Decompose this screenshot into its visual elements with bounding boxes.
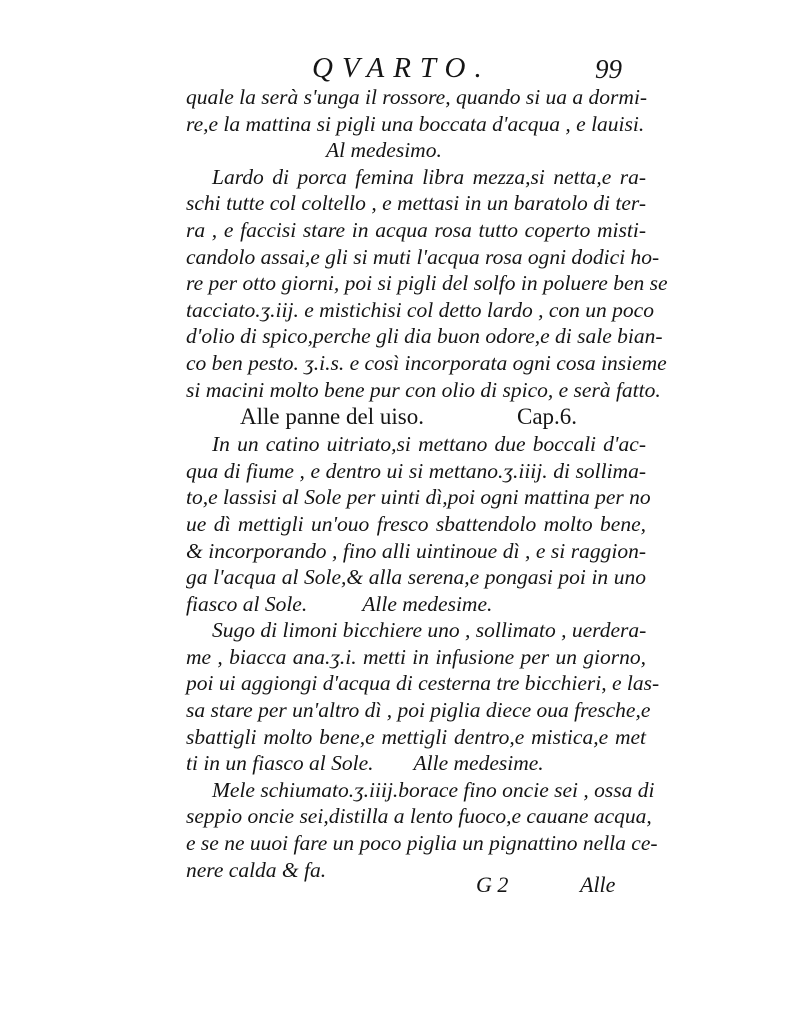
text-line: Sugo di limoni bicchiere uno , sollimato , uerdera- xyxy=(212,618,647,643)
recipe-heading: Alle medesime. xyxy=(413,751,544,776)
catchword: Alle xyxy=(580,872,616,897)
text-line: Mele schiumato.ʒ.iiij.borace fino oncie sei , ossa di xyxy=(212,777,655,802)
chapter-heading xyxy=(186,403,646,431)
text-line: candolo assai,e gli si muti l'acqua rosa ogni dodici ho- xyxy=(186,244,660,269)
page-number: 99 xyxy=(595,54,622,84)
text-line: e se ne uuoi fare un poco piglia un pignattino nella ce- xyxy=(186,831,658,856)
text-line: Lardo di porca femina libra mezza,si netta,e ra- xyxy=(212,164,646,189)
text-block xyxy=(186,84,668,883)
text-line: qua di fiume , e dentro ui si mettano.ʒ.iiij. di sollima- xyxy=(186,458,646,483)
text-line: schi tutte col coltello , e mettasi in un baratolo di ter- xyxy=(186,191,646,216)
recipe-heading: Alle medesime. xyxy=(362,591,493,616)
text-line: sa stare per un'altro dì , poi piglia diece oua fresche,e xyxy=(186,698,651,723)
text-line: co ben pesto. ʒ.i.s. e così incorporata ogni cosa insieme xyxy=(186,350,667,375)
text-line: & incorporando , fino alli uintinoue dì , e si raggion- xyxy=(186,538,646,563)
recipe-heading-text: Al medesimo. xyxy=(326,138,442,163)
text-line: poi ui aggiongi d'acqua di cesterna tre bicchieri, e las- xyxy=(186,671,660,696)
text-line: nere calda & fa. xyxy=(186,857,327,882)
text-line: ra , e faccisi stare in acqua rosa tutto coperto misti- xyxy=(186,217,646,242)
text-line: si macini molto bene pur con olio di spico, e serà fatto. xyxy=(186,377,661,402)
text-line: ga l'acqua al Sole,& alla serena,e pongasi poi in uno xyxy=(186,565,646,590)
chapter-label: Cap.6. xyxy=(517,404,578,430)
text-line-with-heading xyxy=(186,750,646,777)
signature-mark: G 2 xyxy=(476,872,509,897)
text-line: In un catino uitriato,si mettano due boccali d'ac- xyxy=(212,432,646,457)
text-line: quale la serà s'unga il rossore, quando si ua a dormi- xyxy=(186,85,648,109)
recipe-heading xyxy=(186,137,646,164)
text-line: tacciato.ʒ.iij. e mistichisi col detto lardo , con un poco xyxy=(186,297,654,322)
page-header xyxy=(0,52,800,86)
text-line: seppio oncie sei,distilla a lento fuoco,e cauane acqua, xyxy=(186,804,652,829)
text-line-with-heading xyxy=(186,591,646,618)
text-line: d'olio di spico,perche gli dia buon odore,e di sale bian- xyxy=(186,324,663,349)
text-line: re,e la mattina si pigli una boccata d'acqua , e lauisi. xyxy=(186,111,645,136)
text-line: sbattigli molto bene,e mettigli dentro,e mistica,e met xyxy=(186,724,646,749)
text-line: fiasco al Sole. xyxy=(186,591,308,616)
text-line: re per otto giorni, poi si pigli del solfo in poluere ben se xyxy=(186,271,668,296)
text-line: ti in un fiasco al Sole. xyxy=(186,751,374,776)
running-head: QVARTO. xyxy=(312,52,491,84)
chapter-title: Alle panne del uiso. xyxy=(240,404,424,430)
text-line: ue dì mettigli un'ouo fresco sbattendolo molto bene, xyxy=(186,511,646,536)
text-line: me , biacca ana.ʒ.i. metti in infusione per un giorno, xyxy=(186,644,646,669)
text-line: to,e lassisi al Sole per uinti dì,poi ogni mattina per no xyxy=(186,485,651,510)
page-footer xyxy=(0,872,800,902)
